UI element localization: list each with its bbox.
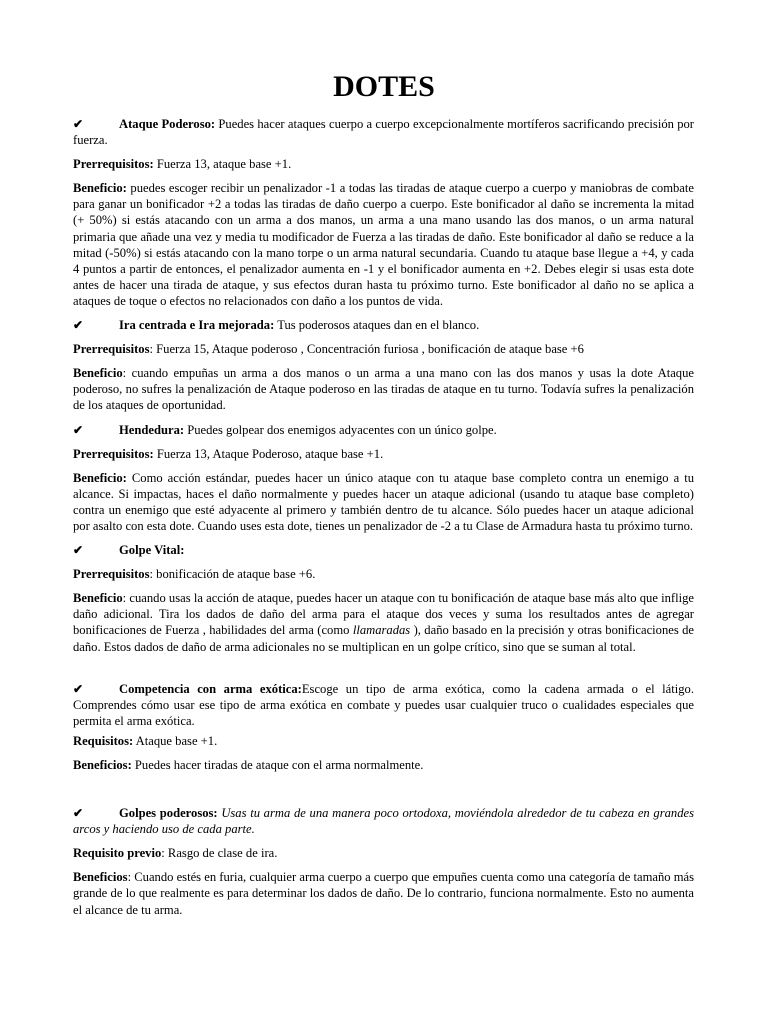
feat-prerequisites xyxy=(73,733,694,749)
spacer xyxy=(73,781,694,805)
feat-benefit xyxy=(73,470,694,534)
checkmark-icon: ✔ xyxy=(73,543,84,558)
feat-heading-golpes-poderosos xyxy=(73,805,694,837)
label: Beneficio xyxy=(73,591,123,606)
feat-prerequisites xyxy=(73,845,694,861)
feat-heading-golpe-vital xyxy=(73,542,694,558)
text: : bonificación de ataque base +6. xyxy=(149,567,316,582)
checkmark-icon: ✔ xyxy=(73,806,84,821)
feat-heading-hendedura xyxy=(73,422,694,438)
feat-prerequisites xyxy=(73,341,694,357)
text: : Rasgo de clase de ira. xyxy=(161,846,278,861)
feat-name: Ira centrada e Ira mejorada: xyxy=(119,318,275,333)
label: Beneficio xyxy=(73,366,123,381)
text: ), daño basado en la precisión y otras bonificaciones de daño. Estos dados de daño de arma adicionales no se multiplican en un golpe crítico, sino que se suman al total. xyxy=(73,623,694,654)
text: Como acción estándar, puedes hacer un único ataque con tu ataque base completo contra un enemigo a tu alcance. Si impactas, haces el daño normalmente y puedes hacer un ataque adicional (usando tu ataque base completo) contra un enemigo que esté adyacente al primero y también dentro de tu alcance. Sólo puedes hacer un ataque adicional por asalto con esta dote. Cuando uses esta dote, tienes un penalizador de -2 a tu Clase de Armadura hasta tu próximo turno. xyxy=(73,470,694,533)
label: Beneficio: xyxy=(73,181,127,196)
feat-heading-competencia-arma-exotica xyxy=(73,681,694,729)
label: Prerrequisitos xyxy=(73,342,150,357)
feat-name: Hendedura: xyxy=(119,422,185,437)
feat-benefit xyxy=(73,757,694,773)
document-body xyxy=(73,116,694,926)
label: Beneficio: xyxy=(73,470,127,485)
italic-term: llamaradas xyxy=(352,623,411,638)
feat-prerequisites xyxy=(73,566,694,582)
label: Beneficios xyxy=(73,870,128,885)
text: Fuerza 13, Ataque Poderoso, ataque base +1. xyxy=(153,446,384,461)
feat-description: Tus poderosos ataques dan en el blanco. xyxy=(274,318,480,333)
text: : cuando usas la acción de ataque, puedes hacer un ataque con tu bonificación de ataque base más alto que inflige daño adicional. Tira los dados de daño del arma para el ataque dos veces y suma los resultados antes de agregar bonificaciones de Fuerza , habilidades del arma (como xyxy=(73,591,694,638)
feat-prerequisites xyxy=(73,156,694,172)
feat-prerequisites xyxy=(73,446,694,462)
feat-heading-ataque-poderoso xyxy=(73,116,694,148)
checkmark-icon: ✔ xyxy=(73,681,84,696)
text: : cuando empuñas un arma a dos manos o un arma a una mano con las dos manos y usas la dote Ataque poderoso, no sufres la penalización de Ataque poderoso en las tiradas de ataque en tu turno. Todavía sufres la penalización de los ataques de oportunidad. xyxy=(73,366,694,413)
label: Prerrequisitos xyxy=(73,567,150,582)
label: Requisito previo xyxy=(73,846,162,861)
feat-benefit xyxy=(73,590,694,654)
page-title: DOTES xyxy=(333,70,435,103)
feat-name: Competencia con arma exótica: xyxy=(119,681,302,696)
checkmark-icon: ✔ xyxy=(73,318,84,333)
feat-benefit xyxy=(73,180,694,309)
feat-description: Escoge un tipo de arma exótica, como la cadena armada o el látigo. Comprendes cómo usar ese tipo de arma exótica en combate y puedes usar cualquier truco o cualidades especiales que permita el arma exótica. xyxy=(73,681,694,728)
feat-name: Ataque Poderoso: xyxy=(119,117,216,131)
text: Fuerza 13, ataque base +1. xyxy=(153,157,292,172)
text: Puedes hacer tiradas de ataque con el arma normalmente. xyxy=(131,758,424,772)
feat-description: Puedes hacer ataques cuerpo a cuerpo excepcionalmente mortíferos sacrificando precisión por fuerza. xyxy=(73,117,694,148)
label: Prerrequisitos: xyxy=(73,446,154,461)
feat-name: Golpe Vital: xyxy=(119,543,185,558)
label: Beneficios: xyxy=(73,758,132,772)
text: Ataque base +1. xyxy=(133,733,218,748)
label: Requisitos: xyxy=(73,733,134,748)
spacer xyxy=(73,663,694,681)
text: : Cuando estés en furia, cualquier arma cuerpo a cuerpo que empuñes cuenta como una categoría de tamaño más grande de lo que realmente es para determinar los dados de daño. De lo contrario, funciona normalmente. Esto no aumenta el alcance de tu arma. xyxy=(73,870,694,917)
feat-description: Usas tu arma de una manera poco ortodoxa, moviéndola alrededor de tu cabeza en grandes arcos y haciendo uso de cada parte. xyxy=(73,806,694,837)
text: puedes escoger recibir un penalizador -1 a todas las tiradas de ataque cuerpo a cuerpo y maniobras de combate para ganar un bonificador +2 a todas las tiradas de daño cuerpo a cuerpo. Este bonificador al daño se incrementa la mitad (+ 50%) si estás atacando con un arma a dos manos, un arma a una mano usando las dos manos, o un arma natural primaria que añade una vez y media tu modificador de Fuerza a las tiradas de daño. Este bonificador al daño se reduce a la mitad (-50%) si estás atacando con la mano torpe o un arma natural secundaria. Cuando tu ataque base llegue a +4, y cada 4 puntos a partir de entonces, el penalizador aumenta en -1 y el bonificador aumenta en +2. Debes elegir si usas esta dote antes de hacer una tirada de ataque, y sus efectos duran hasta tu próximo turno. Este bonificador al daño no se aplica a ataques de toque o efectos no relacionados con daño a los puntos de vida. xyxy=(73,181,694,308)
checkmark-icon: ✔ xyxy=(73,422,84,437)
feat-heading-ira-centrada xyxy=(73,317,694,333)
feat-benefit xyxy=(73,869,694,917)
label: Prerrequisitos: xyxy=(73,157,154,172)
checkmark-icon: ✔ xyxy=(73,117,84,131)
feat-name: Golpes poderosos: xyxy=(119,806,218,821)
text: : Fuerza 15, Ataque poderoso , Concentración furiosa , bonificación de ataque base +6 xyxy=(149,342,584,357)
feat-description: Puedes golpear dos enemigos adyacentes con un único golpe. xyxy=(184,422,497,437)
feat-benefit xyxy=(73,365,694,413)
